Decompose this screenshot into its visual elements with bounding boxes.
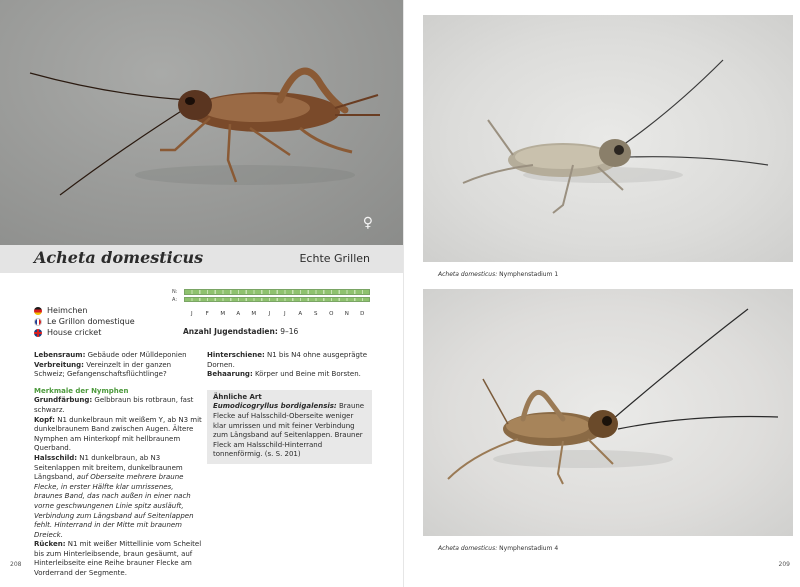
distribution-paragraph	[34, 361, 204, 380]
adult-cricket-photo	[0, 0, 403, 245]
right-page	[403, 0, 800, 587]
nymph-stage-4-illustration	[423, 289, 793, 536]
phenology-bar-adult	[184, 297, 370, 302]
head-label: Kopf:	[34, 415, 55, 424]
phenology-bar-nymph	[184, 289, 370, 295]
name-row-fr	[34, 316, 135, 327]
hairs-paragraph	[207, 370, 372, 380]
hind-tibia-label: Hinterschiene:	[207, 351, 265, 359]
nymph-stage-1-illustration	[423, 15, 793, 262]
month-label: M	[251, 311, 257, 317]
distribution-label: Verbreitung:	[34, 360, 84, 369]
nymph-stage-1-photo	[423, 15, 793, 262]
base-color-paragraph	[34, 396, 204, 415]
back-label: Rücken:	[34, 540, 66, 549]
french-flag-icon	[34, 318, 42, 326]
month-label: D	[360, 311, 365, 317]
back-text: N1 mit weißer Mittellinie vom Scheitel bis zum Hinterleibsende, braun gesäumt, auf Hinterleibseite eine Reihe brauner Flecke am Vorderrand der Segmente.	[34, 540, 202, 578]
text-column-left	[34, 351, 204, 579]
similar-species-heading: Ähnliche Art	[213, 392, 262, 401]
month-label: F	[205, 311, 209, 317]
title-band	[0, 245, 403, 273]
page-number-left: 208	[10, 561, 22, 568]
month-label: A	[298, 311, 303, 317]
nymph-stage-4-photo	[423, 289, 793, 536]
head-text: N1 dunkelbraun mit weißem Y, ab N3 mit dunkelbraunem Band zwischen Augen. Ältere Nymphen am Hinterkopf mit hellbraunem Querband.	[34, 415, 202, 453]
uk-flag-icon	[34, 329, 42, 337]
phenology-months	[184, 311, 370, 317]
juvenile-stages	[183, 327, 298, 336]
hairs-label: Behaarung:	[207, 370, 253, 379]
adult-cricket-illustration	[0, 0, 403, 245]
name-row-de	[34, 305, 135, 316]
caption-stage-1	[438, 271, 558, 278]
habitat-paragraph	[34, 351, 204, 361]
female-symbol: ♀	[362, 215, 373, 231]
similar-species-text: Braune Flecke auf Halsschild-Oberseite weniger klar umrissen und mit feiner Verbindung zum Längsband auf Seitenlappen. Brauner Fleck am Halsschild-Hinterrand tonnenförmig. (s. S. 201)	[213, 402, 365, 459]
month-label: J	[268, 311, 271, 317]
month-label: J	[190, 311, 193, 317]
similar-species-box	[207, 390, 372, 464]
pronotum-label: Halsschild:	[34, 453, 78, 462]
month-label: M	[220, 311, 226, 317]
month-label: A	[236, 311, 241, 317]
text-column-right	[207, 351, 372, 464]
name-row-en	[34, 327, 135, 338]
family-name: Echte Grillen	[299, 252, 370, 265]
month-label: O	[329, 311, 334, 317]
distribution-text: Vereinzelt in der ganzen Schweiz; Gefangenschaftsflüchtlinge?	[34, 360, 172, 379]
pronotum-text: N1 dunkelbraun, ab N3 Seitenlappen mit breitem, dunkelbraunem Längsband,	[34, 453, 183, 482]
name-fr: Le Grillon domestique	[47, 317, 135, 326]
habitat-label: Lebensraum:	[34, 351, 86, 359]
pronotum-italic-text: auf Oberseite mehrere braune Flecke, in erster Hälfte klar umrissenes, braunes Band, das nach außen in einer nach vorne geschwungenen Linie spitz ausläuft, Verbindung zum Längsband auf Seitenlappen fehlt. Hinterrand in der Mitte mit braunem Dreieck.	[34, 473, 194, 539]
habitat-text: Gebäude oder Mülldeponien	[87, 351, 187, 359]
hind-tibia-text: N1 bis N4 ohne ausgeprägte Dornen.	[207, 351, 368, 369]
hind-tibia-paragraph	[207, 351, 372, 370]
base-color-label: Grundfärbung:	[34, 396, 93, 405]
hairs-text: Körper und Beine mit Borsten.	[254, 370, 361, 379]
month-label: J	[283, 311, 286, 317]
phenology-label-adult: A:	[172, 297, 178, 303]
caption-1-species: Acheta domesticus:	[438, 271, 498, 278]
common-names	[34, 305, 135, 338]
caption-4-text: Nymphenstadium 4	[499, 545, 559, 552]
species-title: Acheta domesticus	[34, 248, 204, 267]
caption-4-species: Acheta domesticus:	[438, 545, 498, 552]
head-paragraph	[34, 416, 204, 454]
back-paragraph	[34, 540, 204, 578]
german-flag-icon	[34, 307, 42, 315]
month-label: N	[344, 311, 349, 317]
base-color-text: Gelbbraun bis rotbraun, fast schwarz.	[34, 396, 194, 414]
similar-species-paragraph	[213, 402, 367, 460]
caption-1-text: Nymphenstadium 1	[499, 271, 559, 278]
name-de: Heimchen	[47, 306, 88, 315]
similar-species-name: Eumodicogryllus bordigalensis:	[213, 402, 337, 411]
month-label: S	[314, 311, 318, 317]
nymph-features-heading: Merkmale der Nymphen	[34, 386, 129, 395]
name-en: House cricket	[47, 328, 102, 337]
page-number-right: 209	[778, 561, 790, 568]
pronotum-paragraph	[34, 454, 204, 540]
caption-stage-4	[438, 545, 558, 552]
phenology-label-nymph: N:	[172, 289, 178, 295]
stages-value: 9–16	[280, 327, 299, 336]
stages-label: Anzahl Jugendstadien:	[183, 327, 278, 336]
